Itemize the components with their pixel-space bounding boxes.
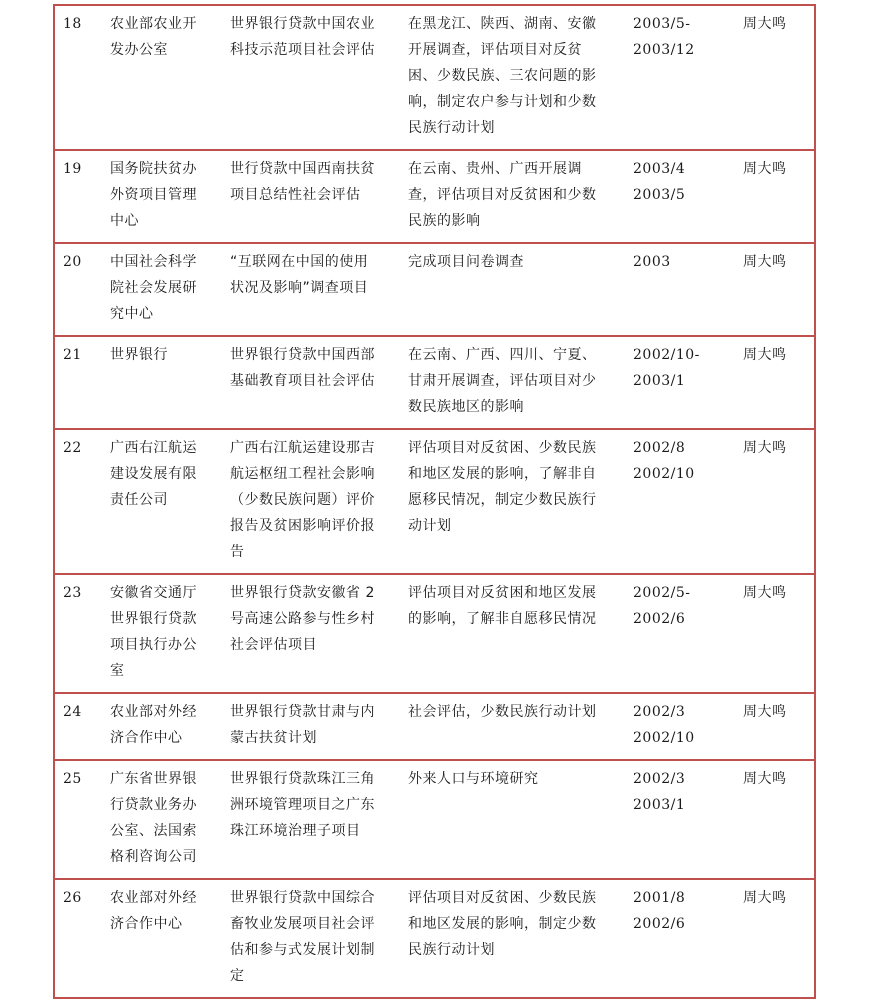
organization-line: 济合作中心 bbox=[110, 916, 183, 932]
project-name-line: 估和参与式发展计划制 bbox=[230, 942, 375, 958]
row-number-cell: 25 bbox=[55, 760, 110, 879]
work-content-cell bbox=[408, 150, 633, 243]
organization-line: 室 bbox=[110, 663, 125, 679]
organization-line: 责任公司 bbox=[110, 492, 168, 508]
time-period-cell bbox=[633, 5, 740, 150]
table-row bbox=[55, 879, 814, 997]
work-content-line: 困、少数民族、三农问题的影 bbox=[408, 68, 597, 84]
organization-line: 中国社会科学 bbox=[110, 254, 197, 270]
work-content-cell bbox=[408, 760, 633, 879]
organization-line: 农业部农业开 bbox=[110, 16, 197, 32]
table-row bbox=[55, 243, 814, 336]
organization-cell bbox=[110, 5, 230, 150]
row-number-cell: 19 bbox=[55, 150, 110, 243]
person-in-charge-cell: 周大鸣 bbox=[740, 760, 814, 879]
work-content-line: 在云南、贵州、广西开展调 bbox=[408, 161, 582, 177]
work-content-line: 开展调查，评估项目对反贫 bbox=[408, 42, 582, 58]
project-name-cell bbox=[230, 5, 408, 150]
work-content-line: 在黑龙江、陕西、湖南、安徽 bbox=[408, 16, 597, 32]
work-content-cell bbox=[408, 879, 633, 997]
project-table-body bbox=[55, 5, 814, 997]
time-period-line: 2002/3 bbox=[633, 771, 686, 787]
project-name-line: 蒙古扶贫计划 bbox=[230, 730, 317, 746]
project-name-cell bbox=[230, 150, 408, 243]
organization-cell bbox=[110, 574, 230, 693]
time-period-line: 2002/3 bbox=[633, 704, 686, 720]
organization-cell bbox=[110, 243, 230, 336]
time-period-line: 2003/4 bbox=[633, 161, 686, 177]
row-number-cell: 21 bbox=[55, 336, 110, 429]
project-name-line: 洲环境管理项目之广东 bbox=[230, 797, 375, 813]
person-in-charge-cell: 周大鸣 bbox=[740, 574, 814, 693]
time-period-cell bbox=[633, 693, 740, 760]
organization-line: 建设发展有限 bbox=[110, 466, 197, 482]
time-period-line: 2002/10- bbox=[633, 347, 700, 363]
organization-cell bbox=[110, 693, 230, 760]
time-period-line: 2003 bbox=[633, 254, 671, 270]
work-content-line: 评估项目对反贫困和地区发展 bbox=[408, 585, 597, 601]
person-in-charge-cell: 周大鸣 bbox=[740, 336, 814, 429]
organization-cell bbox=[110, 429, 230, 574]
time-period-cell bbox=[633, 336, 740, 429]
project-name-cell bbox=[230, 760, 408, 879]
row-number-cell: 20 bbox=[55, 243, 110, 336]
person-in-charge-cell: 周大鸣 bbox=[740, 150, 814, 243]
time-period-line: 2002/8 bbox=[633, 440, 686, 456]
project-name-line: 珠江环境治理子项目 bbox=[230, 823, 361, 839]
work-content-line: 民族的影响 bbox=[408, 213, 481, 229]
table-row bbox=[55, 693, 814, 760]
row-number-cell: 18 bbox=[55, 5, 110, 150]
work-content-line: 数民族地区的影响 bbox=[408, 399, 524, 415]
project-name-line: 世界银行贷款中国综合 bbox=[230, 890, 375, 906]
organization-line: 广西右江航运 bbox=[110, 440, 197, 456]
work-content-line: 查，评估项目对反贫困和少数 bbox=[408, 187, 597, 203]
time-period-cell bbox=[633, 429, 740, 574]
time-period-line: 2001/8 bbox=[633, 890, 686, 906]
person-in-charge-cell: 周大鸣 bbox=[740, 243, 814, 336]
organization-line: 外资项目管理 bbox=[110, 187, 197, 203]
organization-cell bbox=[110, 150, 230, 243]
project-name-line: 基础教育项目社会评估 bbox=[230, 373, 375, 389]
work-content-line: 评估项目对反贫困、少数民族 bbox=[408, 890, 597, 906]
project-name-line: 世界银行贷款安徽省 2 bbox=[230, 585, 375, 601]
work-content-line: 动计划 bbox=[408, 518, 452, 534]
person-in-charge-cell: 周大鸣 bbox=[740, 879, 814, 997]
project-name-line: 世界银行贷款甘肃与内 bbox=[230, 704, 375, 720]
row-number-cell: 23 bbox=[55, 574, 110, 693]
time-period-cell bbox=[633, 574, 740, 693]
work-content-line: 和地区发展的影响，制定少数 bbox=[408, 916, 597, 932]
work-content-line: 外来人口与环境研究 bbox=[408, 771, 539, 787]
project-name-line: 号高速公路参与性乡村 bbox=[230, 611, 375, 627]
time-period-line: 2003/1 bbox=[633, 797, 686, 813]
project-name-line: 状况及影响”调查项目 bbox=[230, 280, 369, 296]
organization-line: 安徽省交通厅 bbox=[110, 585, 197, 601]
project-name-line: 世界银行贷款中国西部 bbox=[230, 347, 375, 363]
work-content-line: 愿移民情况，制定少数民族行 bbox=[408, 492, 597, 508]
time-period-line: 2002/10 bbox=[633, 466, 695, 482]
organization-line: 院社会发展研 bbox=[110, 280, 197, 296]
project-name-line: 航运枢纽工程社会影响 bbox=[230, 466, 375, 482]
organization-cell bbox=[110, 879, 230, 997]
organization-line: 公室、法国索 bbox=[110, 823, 197, 839]
table-row bbox=[55, 429, 814, 574]
project-name-cell bbox=[230, 879, 408, 997]
organization-line: 农业部对外经 bbox=[110, 704, 197, 720]
table-row bbox=[55, 336, 814, 429]
time-period-cell bbox=[633, 879, 740, 997]
time-period-line: 2002/5- bbox=[633, 585, 691, 601]
organization-line: 世界银行贷款 bbox=[110, 611, 197, 627]
work-content-line: 社会评估，少数民族行动计划 bbox=[408, 704, 597, 720]
time-period-line: 2003/12 bbox=[633, 42, 695, 58]
organization-line: 发办公室 bbox=[110, 42, 168, 58]
project-name-line: “互联网在中国的使用 bbox=[230, 254, 369, 270]
work-content-line: 响，制定农户参与计划和少数 bbox=[408, 94, 597, 110]
project-name-line: 科技示范项目社会评估 bbox=[230, 42, 375, 58]
project-name-line: 项目总结性社会评估 bbox=[230, 187, 361, 203]
project-name-line: 广西右江航运建设那吉 bbox=[230, 440, 375, 456]
organization-line: 济合作中心 bbox=[110, 730, 183, 746]
project-name-line: 定 bbox=[230, 968, 245, 984]
project-name-line: 报告及贫困影响评价报 bbox=[230, 518, 375, 534]
time-period-line: 2002/10 bbox=[633, 730, 695, 746]
project-name-cell bbox=[230, 574, 408, 693]
work-content-line: 的影响，了解非自愿移民情况 bbox=[408, 611, 597, 627]
project-name-line: 社会评估项目 bbox=[230, 637, 317, 653]
time-period-line: 2003/1 bbox=[633, 373, 686, 389]
project-name-line: 世界银行贷款珠江三角 bbox=[230, 771, 375, 787]
time-period-cell bbox=[633, 150, 740, 243]
table-row bbox=[55, 574, 814, 693]
table-row bbox=[55, 5, 814, 150]
project-name-line: 世界银行贷款中国农业 bbox=[230, 16, 375, 32]
work-content-line: 民族行动计划 bbox=[408, 120, 495, 136]
time-period-line: 2002/6 bbox=[633, 916, 686, 932]
work-content-line: 在云南、广西、四川、宁夏、 bbox=[408, 347, 597, 363]
work-content-line: 民族行动计划 bbox=[408, 942, 495, 958]
row-number-cell: 24 bbox=[55, 693, 110, 760]
time-period-line: 2003/5- bbox=[633, 16, 691, 32]
organization-cell bbox=[110, 336, 230, 429]
organization-line: 行贷款业务办 bbox=[110, 797, 197, 813]
project-name-line: （少数民族问题）评价 bbox=[230, 492, 375, 508]
project-name-line: 畜牧业发展项目社会评 bbox=[230, 916, 375, 932]
work-content-line: 和地区发展的影响，了解非自 bbox=[408, 466, 597, 482]
time-period-line: 2002/6 bbox=[633, 611, 686, 627]
work-content-line: 完成项目问卷调查 bbox=[408, 254, 524, 270]
project-table-frame bbox=[53, 4, 816, 999]
row-number-cell: 22 bbox=[55, 429, 110, 574]
row-number-cell: 26 bbox=[55, 879, 110, 997]
work-content-line: 评估项目对反贫困、少数民族 bbox=[408, 440, 597, 456]
time-period-line: 2003/5 bbox=[633, 187, 686, 203]
work-content-cell bbox=[408, 693, 633, 760]
work-content-cell bbox=[408, 243, 633, 336]
table-row bbox=[55, 150, 814, 243]
project-name-line: 世行贷款中国西南扶贫 bbox=[230, 161, 375, 177]
time-period-cell bbox=[633, 243, 740, 336]
work-content-cell bbox=[408, 574, 633, 693]
organization-cell bbox=[110, 760, 230, 879]
organization-line: 格利咨询公司 bbox=[110, 849, 197, 865]
project-name-cell bbox=[230, 429, 408, 574]
organization-line: 农业部对外经 bbox=[110, 890, 197, 906]
time-period-cell bbox=[633, 760, 740, 879]
project-name-cell bbox=[230, 243, 408, 336]
person-in-charge-cell: 周大鸣 bbox=[740, 5, 814, 150]
organization-line: 广东省世界银 bbox=[110, 771, 197, 787]
organization-line: 项目执行办公 bbox=[110, 637, 197, 653]
person-in-charge-cell: 周大鸣 bbox=[740, 693, 814, 760]
project-table bbox=[55, 4, 814, 997]
project-name-line: 告 bbox=[230, 544, 245, 560]
work-content-cell bbox=[408, 5, 633, 150]
person-in-charge-cell: 周大鸣 bbox=[740, 429, 814, 574]
project-name-cell bbox=[230, 693, 408, 760]
work-content-cell bbox=[408, 429, 633, 574]
work-content-cell bbox=[408, 336, 633, 429]
organization-line: 中心 bbox=[110, 213, 139, 229]
table-row bbox=[55, 760, 814, 879]
organization-line: 世界银行 bbox=[110, 347, 168, 363]
organization-line: 究中心 bbox=[110, 306, 154, 322]
organization-line: 国务院扶贫办 bbox=[110, 161, 197, 177]
work-content-line: 甘肃开展调查，评估项目对少 bbox=[408, 373, 597, 389]
project-name-cell bbox=[230, 336, 408, 429]
